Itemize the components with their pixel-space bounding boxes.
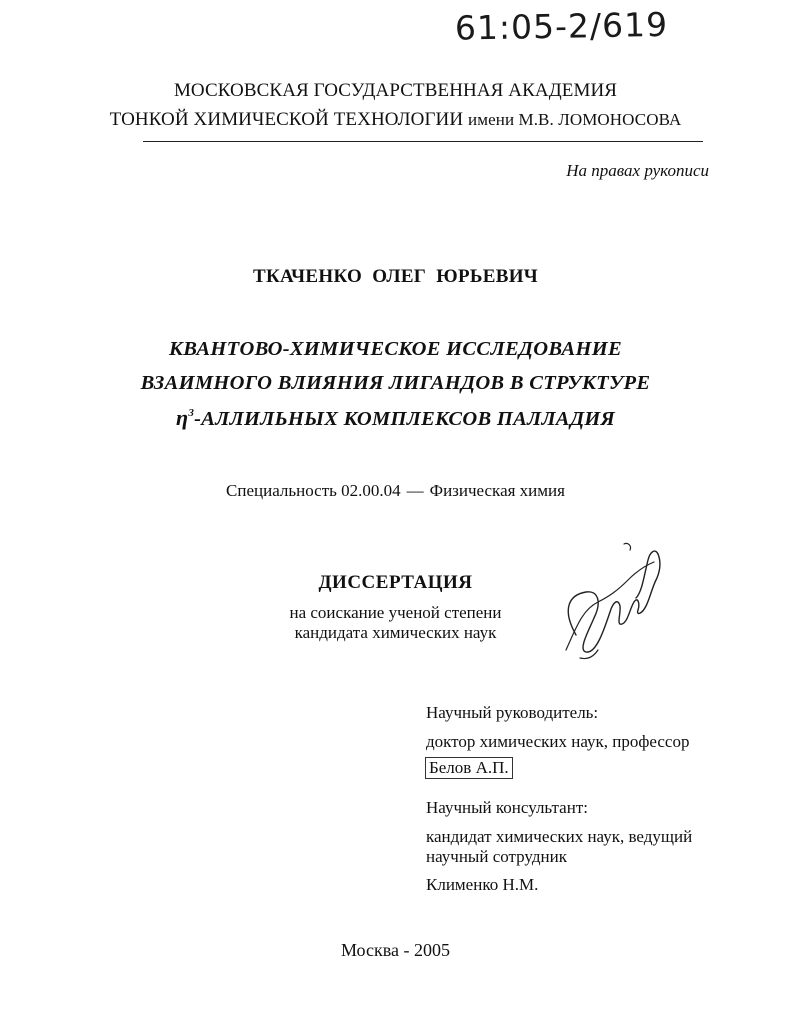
eta-superscript: 3 bbox=[188, 407, 195, 419]
supervisor-degree: доктор химических наук, профессор bbox=[426, 732, 690, 751]
rights-note: На правах рукописи bbox=[566, 161, 709, 180]
specialty-dash: — bbox=[406, 481, 424, 500]
dissertation-line1: на соискание ученой степени bbox=[289, 603, 502, 622]
specialty-code: Специальность 02.00.04 bbox=[226, 481, 401, 500]
eta-symbol: η bbox=[175, 405, 189, 430]
header-rule bbox=[143, 141, 703, 142]
title-line3 bbox=[0, 405, 791, 431]
organization-line1: МОСКОВСКАЯ ГОСУДАРСТВЕННАЯ АКАДЕМИЯ bbox=[173, 80, 618, 101]
handwritten-signature bbox=[558, 540, 668, 665]
dissertation-heading: ДИССЕРТАЦИЯ bbox=[318, 572, 473, 593]
specialty-name: Физическая химия bbox=[429, 481, 565, 500]
organization-line2 bbox=[0, 109, 791, 131]
archive-number: 61:05-2/619 bbox=[454, 4, 669, 48]
place-year: Москва - 2005 bbox=[341, 940, 450, 960]
consultant-label: Научный консультант: bbox=[426, 798, 588, 817]
author-name: ТКАЧЕНКО ОЛЕГ ЮРЬЕВИЧ bbox=[252, 266, 539, 287]
title-line2: ВЗАИМНОГО ВЛИЯНИЯ ЛИГАНДОВ В СТРУКТУРЕ bbox=[140, 372, 651, 394]
supervisor-label: Научный руководитель: bbox=[426, 703, 599, 722]
supervisor-name: Белов А.П. bbox=[425, 757, 513, 779]
title-line1: КВАНТОВО-ХИМИЧЕСКОЕ ИССЛЕДОВАНИЕ bbox=[169, 338, 622, 360]
specialty-line bbox=[0, 481, 791, 501]
consultant-degree: кандидат химических наук, ведущий научный сотрудник bbox=[426, 827, 693, 866]
organization-line2-main: ТОНКОЙ ХИМИЧЕСКОЙ ТЕХНОЛОГИИ bbox=[109, 109, 464, 130]
organization-line2-small: имени М.В. ЛОМОНОСОВА bbox=[468, 110, 682, 129]
title-line3-text: -АЛЛИЛЬНЫХ КОМПЛЕКСОВ ПАЛЛАДИЯ bbox=[194, 408, 616, 430]
consultant-name: Клименко Н.М. bbox=[426, 875, 539, 894]
dissertation-line2: кандидата химических наук bbox=[294, 623, 497, 642]
